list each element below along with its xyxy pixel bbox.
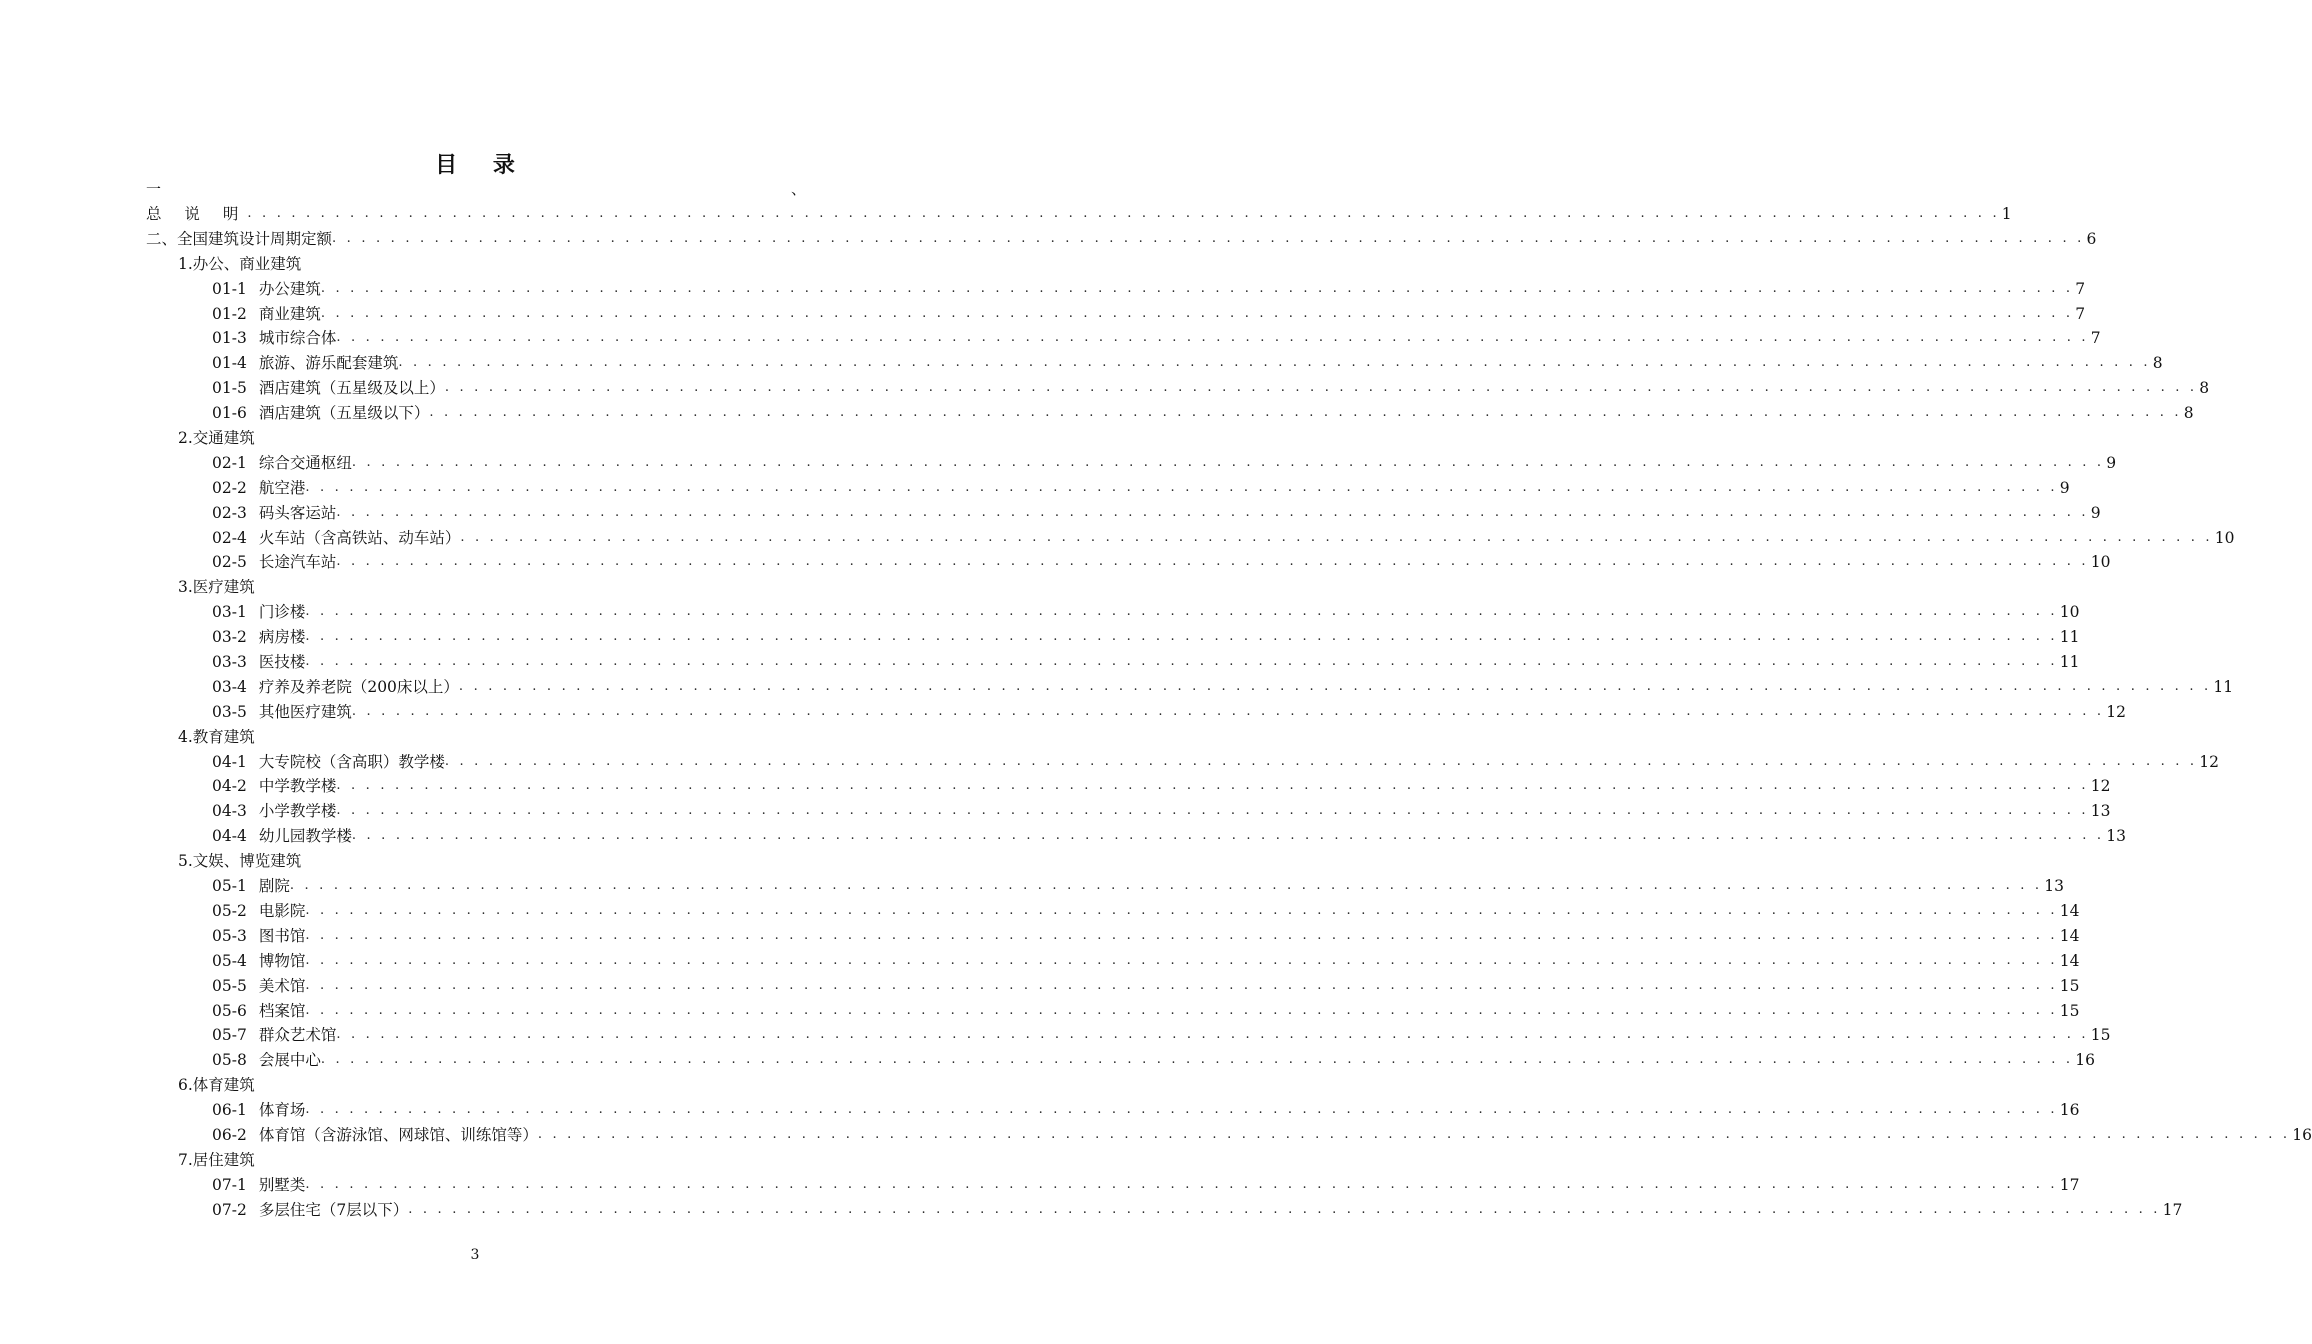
toc-entry-text: 航空港 [258,478,306,497]
toc-entry-label [178,426,255,451]
toc-entry-code: 03-5 [212,702,247,721]
toc-entry-label [212,675,459,700]
toc-entry-page: 13 [2044,877,2065,896]
toc-entry-label [178,252,301,277]
toc-leader-dots: . . . . . . . . . . . . . . . . . . . . . . . . . . . . . . . . . . . . . . . . . . . . . . . . . . . . . . . . . . . . . . . . . . . . . . . . . . . . . . . . . . . . . . . . . . . . . . . . . . . . . . . . . . . . . . . . . . . . . . . . [429,405,2182,421]
toc-entry-text: 7.居住建筑 [178,1150,255,1169]
toc-entry-text: 博物馆 [258,951,306,970]
toc-leader-dots: . . . . . . . . . . . . . . . . . . . . . . . . . . . . . . . . . . . . . . . . . . . . . . . . . . . . . . . . . . . . . . . . . . . . . . . . . . . . . . . . . . . . . . . . . . . . . . . . . . . . . . . . . . . . . . . . . . . . . . . . [305,604,2058,620]
toc-entry-text: 中学教学楼 [258,777,337,796]
toc-entry-page: 17 [2059,1175,2080,1194]
toc-entry[interactable] [146,874,2065,899]
toc-leader-dots: . . . . . . . . . . . . . . . . . . . . . . . . . . . . . . . . . . . . . . . . . . . . . . . . . . . . . . . . . . . . . . . . . . . . . . . . . . . . . . . . . . . . . . . . . . . . . . . . . . . . . . . . . . . . . . . . . . . . . . . . [320,1052,2074,1068]
toc-entry-text: 幼儿园教学楼 [258,827,352,846]
toc-entry-page: 8 [2183,404,2194,423]
toc-leader-dots: . . . . . . . . . . . . . . . . . . . . . . . . . . . . . . . . . . . . . . . . . . . . . . . . . . . . . . . . . . . . . . . . . . . . . . . . . . . . . . . . . . . . . . . . . . . . . . . . . . . . . . . . . . . . . . . . . . . . . . . . [408,1201,2161,1217]
toc-entry-text: 酒店建筑（五星级以下） [258,404,430,423]
toc-entry-text: 门诊楼 [258,603,306,622]
toc-entry-label [212,1173,305,1198]
toc-entry[interactable] [146,550,2111,575]
toc-leader-dots: . . . . . . . . . . . . . . . . . . . . . . . . . . . . . . . . . . . . . . . . . . . . . . . . . . . . . . . . . . . . . . . . . . . . . . . . . . . . . . . . . . . . . . . . . . . . . . . . . . . . . . . . . . . . . . . . . . . . . . . . [351,454,2105,470]
toc-entry-code: 03-2 [212,628,247,647]
toc-leader-dots: . . . . . . . . . . . . . . . . . . . . . . . . . . . . . . . . . . . . . . . . . . . . . . . . . . . . . . . . . . . . . . . . . . . . . . . . . . . . . . . . . . . . . . . . . . . . . . . . . . . . . . . . . . . . . . . . . . . . . . . . [320,280,2074,296]
toc-entry-page: 14 [2059,926,2080,945]
toc-entry[interactable] [146,302,2086,327]
toc-entry-page: 11 [2213,677,2234,696]
toc-entry-text: 病房楼 [258,628,306,647]
toc-entry-label [212,1098,305,1123]
toc-entry-label [178,725,255,750]
toc-entry-text: 6.体育建筑 [178,1076,255,1095]
toc-entry-code: 04-3 [212,802,247,821]
split-heading-right: 、 [790,180,806,198]
toc-entry[interactable] [146,675,2234,700]
toc-entry-page: 8 [2152,354,2163,373]
toc-entry-text: 1.办公、商业建筑 [178,254,302,273]
toc-entry-code: 03-4 [212,677,247,696]
toc-entry-page: 9 [2106,453,2117,472]
toc-entry-label [178,849,301,874]
toc-leader-dots: . . . . . . . . . . . . . . . . . . . . . . . . . . . . . . . . . . . . . . . . . . . . . . . . . . . . . . . . . . . . . . . . . . . . . . . . . . . . . . . . . . . . . . . . . . . . . . . . . . . . . . . . . . . . . . . . . . . . . . . . [305,629,2058,645]
toc-entry-label [212,351,398,376]
toc-entry-label [212,974,305,999]
toc-entry-label [212,401,429,426]
toc-entry-label [212,326,336,351]
toc-entry-code: 01-5 [212,379,247,398]
toc-entry-code: 03-3 [212,653,247,672]
toc-entry-page: 15 [2059,976,2080,995]
toc-entry-code: 05-3 [212,926,247,945]
toc-entry-code: 04-4 [212,827,247,846]
toc-entry-page: 7 [2075,279,2086,298]
toc-entry-text: 总 说 明 [146,205,248,223]
toc-entry[interactable] [146,476,2070,501]
toc-entry[interactable] [146,1148,806,1173]
toc-entry-label [212,600,305,625]
toc-entry-page: 10 [2090,553,2111,572]
toc-entry-label [212,1123,538,1148]
toc-entry[interactable] [146,1173,2080,1198]
toc-leader-dots: . . . . . . . . . . . . . . . . . . . . . . . . . . . . . . . . . . . . . . . . . . . . . . . . . . . . . . . . . . . . . . . . . . . . . . . . . . . . . . . . . . . . . . . . . . . . . . . . . . . . . . . . . . . . . . . . . . . . . . . . [305,1002,2058,1018]
toc-entry[interactable] [146,1023,2111,1048]
toc-leader-dots: . . . . . . . . . . . . . . . . . . . . . . . . . . . . . . . . . . . . . . . . . . . . . . . . . . . . . . . . . . . . . . . . . . . . . . . . . . . . . . . . . . . . . . . . . . . . . . . . . . . . . . . . . . . . . . . . . . . . . . . . [305,654,2058,670]
toc-entry-text: 4.教育建筑 [178,727,255,746]
toc-entry[interactable] [146,1198,2183,1223]
toc-entry-code: 05-2 [212,901,247,920]
toc-entry-page: 12 [2090,777,2111,796]
toc-entry-page: 11 [2059,628,2080,647]
toc-entry-code: 01-2 [212,304,247,323]
toc-entry[interactable] [146,252,806,277]
toc-leader-dots: . . . . . . . . . . . . . . . . . . . . . . . . . . . . . . . . . . . . . . . . . . . . . . . . . . . . . . . . . . . . . . . . . . . . . . . . . . . . . . . . . . . . . . . . . . . . . . . . . . . . . . . . . . . . . . . . . . . . . . . . [458,678,2212,694]
toc-entry-label [212,277,321,302]
toc-entry[interactable] [146,750,2220,775]
toc-entry-label [212,824,352,849]
toc-entry-code: 05-7 [212,1026,247,1045]
toc-entry-label [212,750,445,775]
toc-entry-code: 06-1 [212,1101,247,1120]
toc-leader-dots: . . . . . . . . . . . . . . . . . . . . . . . . . . . . . . . . . . . . . . . . . . . . . . . . . . . . . . . . . . . . . . . . . . . . . . . . . . . . . . . . . . . . . . . . . . . . . . . . . . . . . . . . . . . . . . . . . . . . . . . . [305,952,2058,968]
toc-leader-dots: . . . . . . . . . . . . . . . . . . . . . . . . . . . . . . . . . . . . . . . . . . . . . . . . . . . . . . . . . . . . . . . . . . . . . . . . . . . . . . . . . . . . . . . . . . . . . . . . . . . . . . . . . . . . . . . . . . . . . . . . [351,703,2105,719]
toc-entry-page: 12 [2199,752,2220,771]
toc-entry-code: 04-2 [212,777,247,796]
toc-entry[interactable] [146,202,2012,227]
toc-entry[interactable] [146,625,2080,650]
toc-entry-label [212,924,305,949]
toc-entry-code: 01-6 [212,404,247,423]
toc-entry-page: 8 [2199,379,2210,398]
toc-entry[interactable] [146,949,2080,974]
toc-entry[interactable] [146,774,2111,799]
toc-entry-text: 多层住宅（7层以下） [258,1200,409,1219]
toc-entry-code: 04-1 [212,752,247,771]
toc-entry-code: 02-5 [212,553,247,572]
toc-entry[interactable] [146,974,2080,999]
toc-entry-label [212,501,336,526]
toc-entry-label [212,774,336,799]
toc-entry[interactable] [146,277,2086,302]
toc-entry-page: 15 [2059,1001,2080,1020]
toc-entry-text: 别墅类 [258,1175,306,1194]
toc-leader-dots: . . . . . . . . . . . . . . . . . . . . . . . . . . . . . . . . . . . . . . . . . . . . . . . . . . . . . . . . . . . . . . . . . . . . . . . . . . . . . . . . . . . . . . . . . . . . . . . . . . . . . . . . . . . . . . . . . . . . . . . . [289,878,2043,894]
toc-entry-code: 05-5 [212,976,247,995]
toc-entry-page: 9 [2059,478,2070,497]
toc-entry[interactable] [146,899,2080,924]
toc-entry[interactable] [146,1073,806,1098]
toc-entry-code: 05-6 [212,1001,247,1020]
toc-entry[interactable] [146,501,2101,526]
table-of-contents [146,202,2312,1223]
toc-entry-page: 6 [2086,229,2097,248]
toc-leader-dots: . . . . . . . . . . . . . . . . . . . . . . . . . . . . . . . . . . . . . . . . . . . . . . . . . . . . . . . . . . . . . . . . . . . . . . . . . . . . . . . . . . . . . . . . . . . . . . . . . . . . . . . . . . . . . . . . . . . . . . . . [336,330,2089,346]
toc-entry-page: 10 [2059,603,2080,622]
toc-entry[interactable] [146,227,2097,252]
toc-entry-text: 美术馆 [258,976,306,995]
toc-entry[interactable] [146,451,2117,476]
toc-leader-dots: . . . . . . . . . . . . . . . . . . . . . . . . . . . . . . . . . . . . . . . . . . . . . . . . . . . . . . . . . . . . . . . . . . . . . . . . . . . . . . . . . . . . . . . . . . . . . . . . . . . . . . . . . . . . . . . . . . . . . . . . [305,479,2058,495]
toc-entry-text: 商业建筑 [258,304,321,323]
toc-entry-label [212,476,305,501]
toc-entry-page: 15 [2090,1026,2111,1045]
toc-entry-label [212,700,352,725]
toc-entry-text: 疗养及养老院（200床以上） [258,677,459,696]
toc-leader-dots: . . . . . . . . . . . . . . . . . . . . . . . . . . . . . . . . . . . . . . . . . . . . . . . . . . . . . . . . . . . . . . . . . . . . . . . . . . . . . . . . . . . . . . . . . . . . . . . . . . . . . . . . . . . . . . . . . . . . . . . . [444,380,2198,396]
toc-entry[interactable] [146,326,2101,351]
toc-entry-label [212,550,336,575]
toc-entry-label [212,874,290,899]
toc-entry-text: 码头客运站 [258,503,337,522]
toc-leader-dots: . . . . . . . . . . . . . . . . . . . . . . . . . . . . . . . . . . . . . . . . . . . . . . . . . . . . . . . . . . . . . . . . . . . . . . . . . . . . . . . . . . . . . . . . . . . . . . . . . . . . . . . . . . . . . . . . . . . . . . . . [460,529,2213,545]
toc-entry[interactable] [146,799,2111,824]
toc-entry[interactable] [146,401,2194,426]
toc-entry-code: 02-4 [212,528,247,547]
toc-entry-code: 01-3 [212,329,247,348]
toc-entry-label [212,376,445,401]
toc-leader-dots: . . . . . . . . . . . . . . . . . . . . . . . . . . . . . . . . . . . . . . . . . . . . . . . . . . . . . . . . . . . . . . . . . . . . . . . . . . . . . . . . . . . . . . . . . . . . . . . . . . . . . . . . . . . . . . . . . . . . . . . . [444,753,2198,769]
toc-entry-text: 医技楼 [258,653,306,672]
toc-entry-page: 16 [2059,1101,2080,1120]
toc-leader-dots: . . . . . . . . . . . . . . . . . . . . . . . . . . . . . . . . . . . . . . . . . . . . . . . . . . . . . . . . . . . . . . . . . . . . . . . . . . . . . . . . . . . . . . . . . . . . . . . . . . . . . . . . . . . . . . . . . . . . . . . . [336,778,2089,794]
page-title: 目 录 [435,152,529,178]
toc-entry-text: 3.医疗建筑 [178,578,255,597]
toc-entry-text: 酒店建筑（五星级及以上） [258,379,445,398]
toc-leader-dots: . . . . . . . . . . . . . . . . . . . . . . . . . . . . . . . . . . . . . . . . . . . . . . . . . . . . . . . . . . . . . . . . . . . . . . . . . . . . . . . . . . . . . . . . . . . . . . . . . . . . . . . . . . . . . . . . . . . . . . . . [305,927,2058,943]
toc-leader-dots: . . . . . . . . . . . . . . . . . . . . . . . . . . . . . . . . . . . . . . . . . . . . . . . . . . . . . . . . . . . . . . . . . . . . . . . . . . . . . . . . . . . . . . . . . . . . . . . . . . . . . . . . . . . . . . . . . . . . . . . . [332,230,2085,246]
toc-entry-page: 13 [2106,827,2127,846]
toc-entry-page: 13 [2090,802,2111,821]
toc-entry-label [212,949,305,974]
split-heading-row [146,178,806,198]
toc-leader-dots: . . . . . . . . . . . . . . . . . . . . . . . . . . . . . . . . . . . . . . . . . . . . . . . . . . . . . . . . . . . . . . . . . . . . . . . . . . . . . . . . . . . . . . . . . . . . . . . . . . . . . . . . . . . . . . . . . . . . . . . . [247,206,2000,221]
toc-entry-label [212,302,321,327]
toc-entry-label [212,999,305,1024]
toc-entry-text: 剧院 [258,877,290,896]
toc-leader-dots: . . . . . . . . . . . . . . . . . . . . . . . . . . . . . . . . . . . . . . . . . . . . . . . . . . . . . . . . . . . . . . . . . . . . . . . . . . . . . . . . . . . . . . . . . . . . . . . . . . . . . . . . . . . . . . . . . . . . . . . . [336,554,2089,570]
page-number: 3 [470,1247,480,1263]
toc-entry-page: 16 [2292,1125,2312,1144]
toc-entry-text: 综合交通枢纽 [258,453,352,472]
toc-entry-text: 会展中心 [258,1051,321,1070]
toc-entry[interactable] [146,526,2235,551]
toc-entry-label [212,1198,408,1223]
toc-entry-page: 7 [2075,304,2086,323]
toc-entry-label [178,1073,255,1098]
toc-leader-dots: . . . . . . . . . . . . . . . . . . . . . . . . . . . . . . . . . . . . . . . . . . . . . . . . . . . . . . . . . . . . . . . . . . . . . . . . . . . . . . . . . . . . . . . . . . . . . . . . . . . . . . . . . . . . . . . . . . . . . . . . [305,1102,2058,1118]
toc-entry[interactable] [146,650,2080,675]
toc-entry-page: 17 [2162,1200,2183,1219]
toc-entry-code: 05-8 [212,1051,247,1070]
toc-entry-label [212,1048,321,1073]
toc-entry[interactable] [146,351,2163,376]
toc-leader-dots: . . . . . . . . . . . . . . . . . . . . . . . . . . . . . . . . . . . . . . . . . . . . . . . . . . . . . . . . . . . . . . . . . . . . . . . . . . . . . . . . . . . . . . . . . . . . . . . . . . . . . . . . . . . . . . . . . . . . . . . . [398,355,2151,371]
toc-entry-label [212,799,336,824]
toc-entry-label [212,451,352,476]
toc-entry-code: 01-1 [212,279,247,298]
toc-leader-dots: . . . . . . . . . . . . . . . . . . . . . . . . . . . . . . . . . . . . . . . . . . . . . . . . . . . . . . . . . . . . . . . . . . . . . . . . . . . . . . . . . . . . . . . . . . . . . . . . . . . . . . . . . . . . . . . . . . . . . . . . [305,902,2058,918]
toc-entry-code: 07-1 [212,1175,247,1194]
toc-entry-text: 火车站（含高铁站、动车站） [258,528,461,547]
toc-entry[interactable] [146,700,2127,725]
toc-entry-text: 办公建筑 [258,279,321,298]
toc-entry[interactable] [146,426,806,451]
toc-entry-page: 9 [2090,503,2101,522]
toc-entry-code: 02-3 [212,503,247,522]
toc-entry-label [212,899,305,924]
toc-entry-text: 5.文娱、博览建筑 [178,852,302,871]
toc-leader-dots: . . . . . . . . . . . . . . . . . . . . . . . . . . . . . . . . . . . . . . . . . . . . . . . . . . . . . . . . . . . . . . . . . . . . . . . . . . . . . . . . . . . . . . . . . . . . . . . . . . . . . . . . . . . . . . . . . . . . . . . . [320,305,2074,321]
toc-entry[interactable] [146,1123,2312,1148]
toc-entry[interactable] [146,376,2210,401]
toc-leader-dots: . . . . . . . . . . . . . . . . . . . . . . . . . . . . . . . . . . . . . . . . . . . . . . . . . . . . . . . . . . . . . . . . . . . . . . . . . . . . . . . . . . . . . . . . . . . . . . . . . . . . . . . . . . . . . . . . . . . . . . . . [336,803,2089,819]
toc-entry[interactable] [146,575,806,600]
toc-leader-dots: . . . . . . . . . . . . . . . . . . . . . . . . . . . . . . . . . . . . . . . . . . . . . . . . . . . . . . . . . . . . . . . . . . . . . . . . . . . . . . . . . . . . . . . . . . . . . . . . . . . . . . . . . . . . . . . . . . . . . . . . [537,1126,2291,1142]
toc-entry-text: 体育馆（含游泳馆、网球馆、训练馆等） [258,1125,538,1144]
toc-entry-label [146,202,247,227]
toc-entry-code: 06-2 [212,1125,247,1144]
toc-entry-text: 电影院 [258,901,306,920]
toc-entry-label [146,227,332,252]
toc-entry-text: 二、全国建筑设计周期定额 [146,229,333,248]
toc-entry-text: 档案馆 [258,1001,306,1020]
toc-entry-text: 旅游、游乐配套建筑 [258,354,399,373]
toc-entry-page: 16 [2075,1051,2096,1070]
toc-entry[interactable] [146,1098,2080,1123]
toc-entry-code: 03-1 [212,603,247,622]
toc-entry-label [212,1023,336,1048]
toc-entry-page: 7 [2090,329,2101,348]
toc-leader-dots: . . . . . . . . . . . . . . . . . . . . . . . . . . . . . . . . . . . . . . . . . . . . . . . . . . . . . . . . . . . . . . . . . . . . . . . . . . . . . . . . . . . . . . . . . . . . . . . . . . . . . . . . . . . . . . . . . . . . . . . . [351,828,2105,844]
toc-entry[interactable] [146,924,2080,949]
toc-entry-page: 14 [2059,901,2080,920]
toc-entry-code: 02-2 [212,478,247,497]
toc-entry[interactable] [146,849,806,874]
toc-entry-page: 10 [2214,528,2235,547]
toc-entry-text: 长途汽车站 [258,553,337,572]
toc-entry-text: 体育场 [258,1101,306,1120]
toc-entry-label [212,526,460,551]
toc-entry-page: 14 [2059,951,2080,970]
toc-entry-text: 大专院校（含高职）教学楼 [258,752,445,771]
toc-entry-text: 群众艺术馆 [258,1026,337,1045]
toc-entry-code: 07-2 [212,1200,247,1219]
toc-leader-dots: . . . . . . . . . . . . . . . . . . . . . . . . . . . . . . . . . . . . . . . . . . . . . . . . . . . . . . . . . . . . . . . . . . . . . . . . . . . . . . . . . . . . . . . . . . . . . . . . . . . . . . . . . . . . . . . . . . . . . . . . [336,504,2089,520]
toc-leader-dots: . . . . . . . . . . . . . . . . . . . . . . . . . . . . . . . . . . . . . . . . . . . . . . . . . . . . . . . . . . . . . . . . . . . . . . . . . . . . . . . . . . . . . . . . . . . . . . . . . . . . . . . . . . . . . . . . . . . . . . . . [305,1176,2058,1192]
toc-leader-dots: . . . . . . . . . . . . . . . . . . . . . . . . . . . . . . . . . . . . . . . . . . . . . . . . . . . . . . . . . . . . . . . . . . . . . . . . . . . . . . . . . . . . . . . . . . . . . . . . . . . . . . . . . . . . . . . . . . . . . . . . [305,977,2058,993]
toc-entry-page: 1 [2001,205,2012,223]
toc-entry[interactable] [146,999,2080,1024]
toc-entry-code: 05-1 [212,877,247,896]
toc-entry-text: 小学教学楼 [258,802,337,821]
toc-entry-code: 05-4 [212,951,247,970]
toc-entry[interactable] [146,824,2127,849]
toc-entry-label [178,575,255,600]
toc-entry-label [178,1148,255,1173]
toc-entry-text: 2.交通建筑 [178,429,255,448]
toc-entry[interactable] [146,1048,2096,1073]
toc-entry-page: 12 [2106,702,2127,721]
toc-entry[interactable] [146,600,2080,625]
toc-entry-code: 01-4 [212,354,247,373]
toc-entry-text: 其他医疗建筑 [258,702,352,721]
toc-entry-text: 城市综合体 [258,329,337,348]
split-heading-left: 一 [146,180,162,198]
toc-entry-page: 11 [2059,653,2080,672]
toc-entry-label [212,625,305,650]
toc-entry-label [212,650,305,675]
toc-entry-code: 02-1 [212,453,247,472]
toc-entry-text: 图书馆 [258,926,306,945]
toc-leader-dots: . . . . . . . . . . . . . . . . . . . . . . . . . . . . . . . . . . . . . . . . . . . . . . . . . . . . . . . . . . . . . . . . . . . . . . . . . . . . . . . . . . . . . . . . . . . . . . . . . . . . . . . . . . . . . . . . . . . . . . . . [336,1027,2089,1043]
toc-entry[interactable] [146,725,806,750]
